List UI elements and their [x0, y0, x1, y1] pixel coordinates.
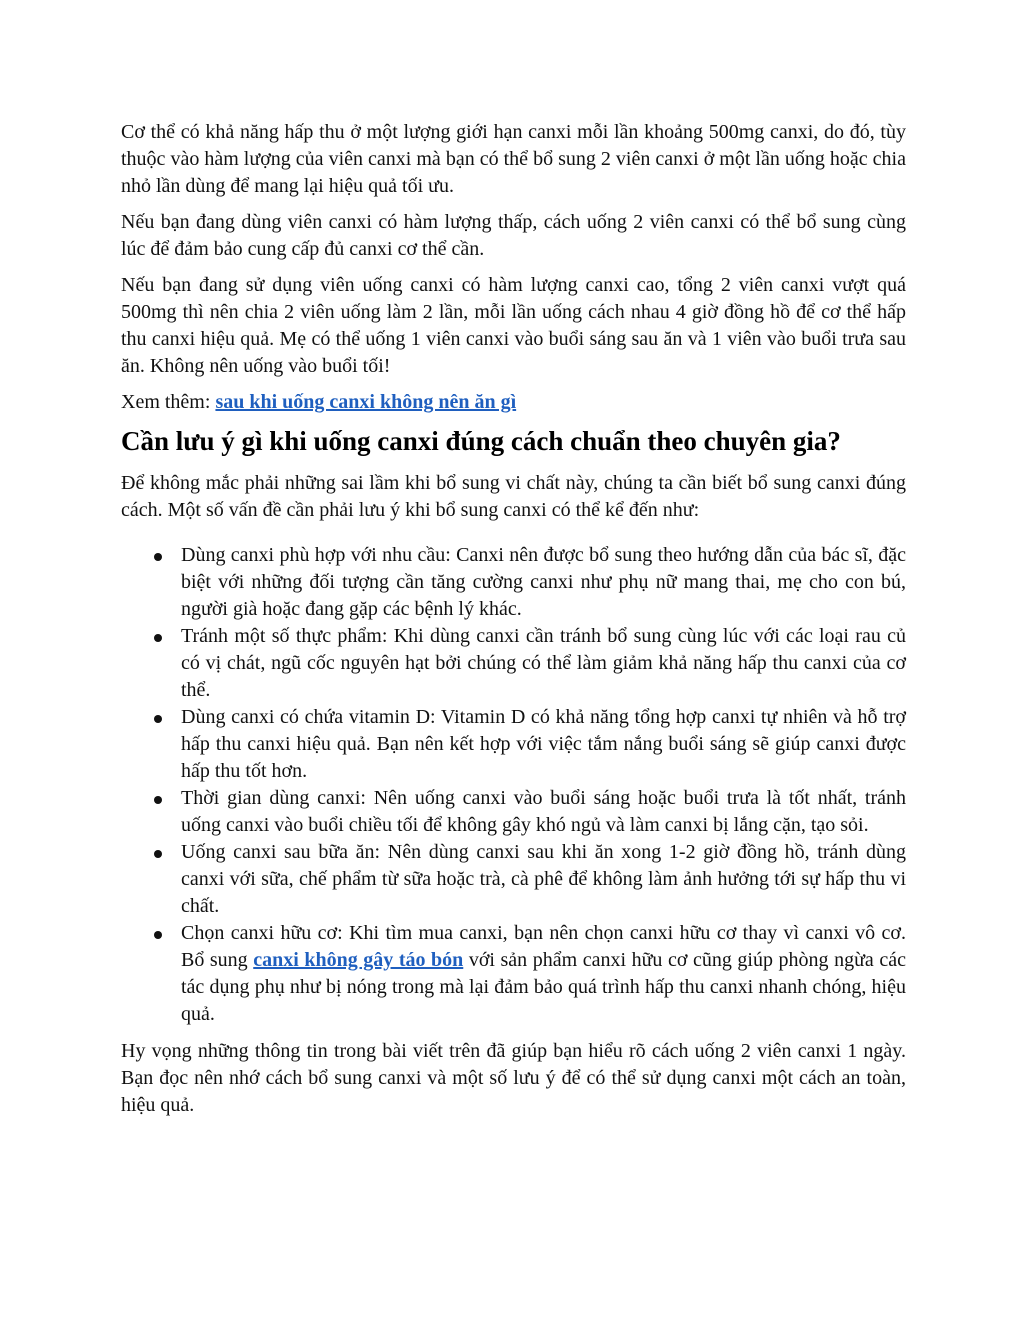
list-item: [121, 623, 906, 704]
section-heading: Cần lưu ý gì khi uống canxi đúng cách chuẩn theo chuyên gia?: [121, 426, 841, 456]
bullet-icon: [154, 850, 162, 858]
list-item-text: Tránh một số thực phẩm: Khi dùng canxi cần tránh bổ sung cùng lúc với các loại rau củ có vị chát, ngũ cốc nguyên hạt bởi chúng có thể làm giảm khả năng hấp thu canxi của cơ thể.: [181, 625, 906, 701]
document-page: [121, 119, 906, 1128]
list-item-text: Uống canxi sau bữa ăn: Nên dùng canxi sau khi ăn xong 1-2 giờ đồng hồ, tránh dùng canxi với sữa, chế phẩm từ sữa hoặc trà, cà phê để không làm ảnh hưởng tới sự hấp thu vi chất.: [181, 841, 906, 917]
paragraph-low-dose: Nếu bạn đang dùng viên canxi có hàm lượng thấp, cách uống 2 viên canxi có thể bổ sung cùng lúc để đảm bảo cung cấp đủ canxi cơ thể cần.: [121, 211, 906, 260]
paragraph-absorption-limit: Cơ thể có khả năng hấp thu ở một lượng giới hạn canxi mỗi lần khoảng 500mg canxi, do đó, tùy thuộc vào hàm lượng của viên canxi mà bạn có thể bổ sung 2 viên canxi ở một lần uống hoặc chia nhỏ lần dùng để mang lại hiệu quả tối ưu.: [121, 121, 906, 197]
list-item: [121, 542, 906, 623]
list-item-text: Dùng canxi có chứa vitamin D: Vitamin D có khả năng tổng hợp canxi tự nhiên và hỗ trợ hấp thu canxi hiệu quả. Bạn nên kết hợp với việc tắm nắng buổi sáng sẽ giúp canxi được hấp thu tốt hơn.: [181, 706, 906, 782]
see-also-prefix: Xem thêm:: [121, 391, 216, 413]
bullet-icon: [154, 553, 162, 561]
bullet-icon: [154, 634, 162, 642]
section-intro: Để không mắc phải những sai lầm khi bổ sung vi chất này, chúng ta cần biết bổ sung canxi đúng cách. Một số vấn đề cần phải lưu ý khi bổ sung canxi có thể kể đến như:: [121, 472, 906, 521]
see-also-link[interactable]: sau khi uống canxi không nên ăn gì: [215, 391, 517, 413]
list-item: [121, 785, 906, 839]
bullet-icon: [154, 715, 162, 723]
list-item: [121, 839, 906, 920]
tips-list: [121, 542, 906, 1028]
list-item: [121, 704, 906, 785]
bullet-icon: [154, 796, 162, 804]
bullet-icon: [154, 931, 162, 939]
list-item-text-before: Chọn canxi hữu cơ: Khi tìm mua canxi, bạn nên chọn canxi hữu cơ thay vì canxi vô cơ. Bổ sung: [181, 922, 906, 971]
list-item-text-after: với sản phẩm canxi hữu cơ cũng giúp phòng ngừa các tác dụng phụ như bị nóng trong mà lại đảm bảo quá trình hấp thu canxi nhanh chóng, hiệu quả.: [181, 949, 906, 1025]
see-also-line: [121, 389, 906, 416]
list-item: [121, 920, 906, 1028]
paragraph-high-dose: Nếu bạn đang sử dụng viên uống canxi có hàm lượng canxi cao, tổng 2 viên canxi vượt quá 500mg thì nên chia 2 viên uống làm 2 lần, mỗi lần uống cách nhau 4 giờ đồng hồ để cơ thể hấp thu canxi hiệu quả. Mẹ có thể uống 1 viên canxi vào buổi sáng sau ăn và 1 viên vào buổi trưa sau ăn. Không nên uống vào buổi tối!: [121, 274, 906, 377]
closing-paragraph: Hy vọng những thông tin trong bài viết trên đã giúp bạn hiểu rõ cách uống 2 viên canxi 1 ngày. Bạn đọc nên nhớ cách bổ sung canxi và một số lưu ý để có thể sử dụng canxi một cách an toàn, hiệu quả.: [121, 1040, 906, 1116]
list-item-text: Thời gian dùng canxi: Nên uống canxi vào buổi sáng hoặc buổi trưa là tốt nhất, tránh uống canxi vào buổi chiều tối để không gây khó ngủ và làm canxi bị lắng cặn, tạo sỏi.: [181, 787, 906, 836]
organic-calcium-link[interactable]: canxi không gây táo bón: [253, 949, 464, 971]
list-item-text: Dùng canxi phù hợp với nhu cầu: Canxi nên được bổ sung theo hướng dẫn của bác sĩ, đặc biệt với những đối tượng cần tăng cường canxi như phụ nữ mang thai, mẹ cho con bú, người già hoặc đang gặp các bệnh lý khác.: [181, 544, 906, 620]
